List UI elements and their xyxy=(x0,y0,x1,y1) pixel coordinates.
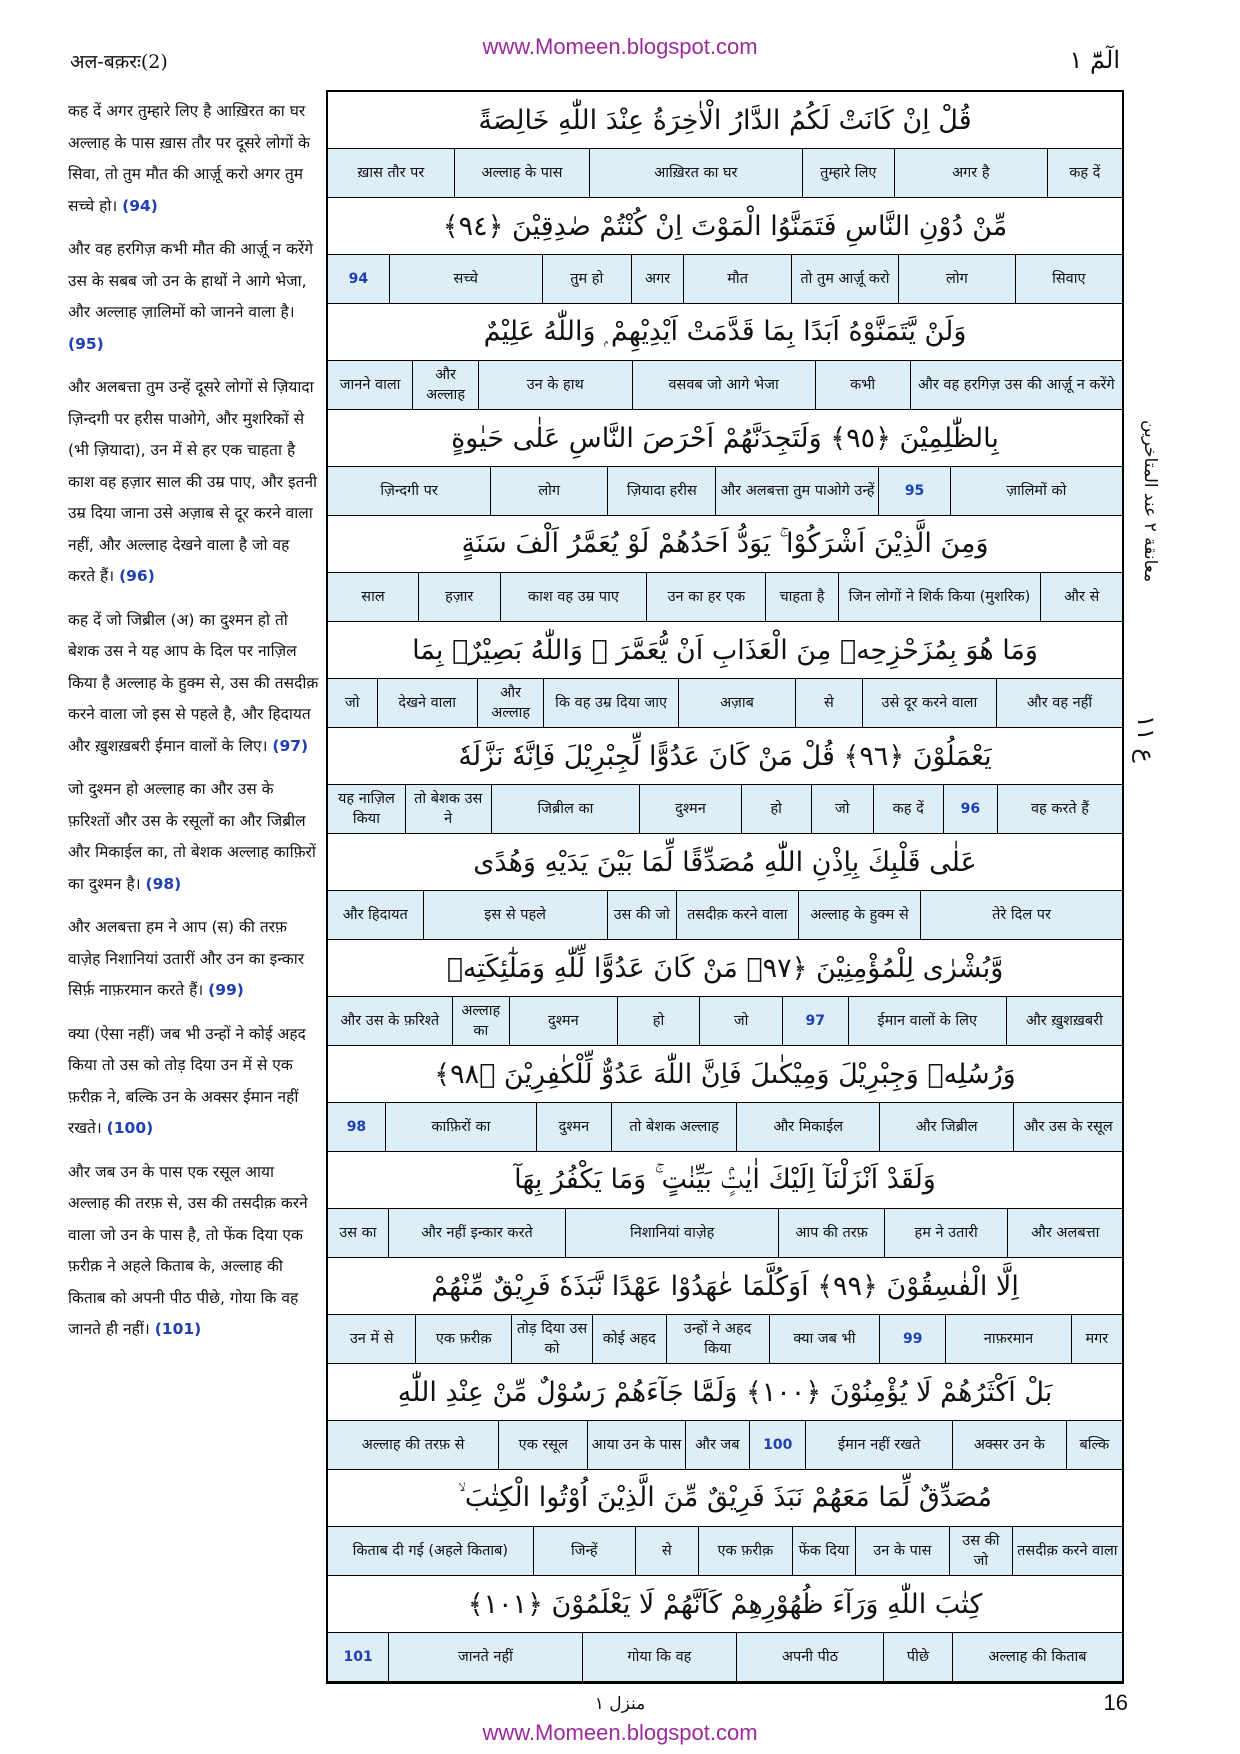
word-meaning-cell: अल्लाह के पास xyxy=(454,149,589,197)
word-meaning-cell: लोग xyxy=(898,255,1014,303)
verse-number-cell: 101 xyxy=(343,1649,373,1665)
translation-paragraph xyxy=(68,96,320,222)
verse-block xyxy=(328,940,1122,1046)
verse-block xyxy=(328,1152,1122,1258)
word-meaning-cell: हो xyxy=(617,997,700,1045)
word-meanings-row xyxy=(328,1632,1122,1682)
word-meaning-cell: ख़ास तौर पर xyxy=(357,165,425,181)
verse-number-cell: 94 xyxy=(348,271,369,287)
word-meaning-cell: जानते नहीं xyxy=(388,1633,581,1681)
side-note-mu-anaqah: معانقة ٢ عند المتاخرين xyxy=(1140,420,1160,583)
verse-block xyxy=(328,622,1122,728)
word-meaning-cell: सच्चे xyxy=(389,255,542,303)
translation-paragraph xyxy=(68,605,320,763)
word-meanings-row xyxy=(328,148,1122,198)
verse-number: (100) xyxy=(106,1119,154,1137)
word-meaning-cell: कह दें xyxy=(1047,149,1122,197)
word-meaning-cell: लोग xyxy=(490,467,607,515)
arabic-line: وَرُسُلِهٖ وَجِبْرِيْلَ وَمِيْكٰىلَ فَاِنَّ اللّٰهَ عَدُوٌّ لِّلْكٰفِرِيْنَ ﴿٩٨﴾ xyxy=(434,1058,1016,1090)
word-meanings-row xyxy=(328,1526,1122,1576)
word-meaning-cell: ईमान नहीं रखते xyxy=(805,1421,952,1469)
arabic-line: اِلَّا الْفٰسِقُوْنَ ﴿٩٩﴾ اَوَكُلَّمَا عٰهَدُوْا عَهْدًا نَّبَذَهٗ فَرِيْقٌ مِّنْهُمْ xyxy=(431,1270,1019,1302)
word-meaning-cell: और जिब्रील xyxy=(879,1103,1013,1151)
word-meaning-cell: एक रसूल xyxy=(498,1421,587,1469)
word-meaning-cell: दुश्मन xyxy=(536,1103,611,1151)
hindi-translation-column xyxy=(68,96,320,1358)
word-meaning-cell: अल्लाह की किताब xyxy=(952,1633,1122,1681)
verse-number: (97) xyxy=(272,736,309,755)
verse-number: (99) xyxy=(208,981,244,999)
translation-text: और अलबत्ता हम ने आप (स) की तरफ़ वाज़ेह निशानियां उतारीं और उन का इन्कार सिर्फ़ नाफ़रमान करते हैं। xyxy=(68,918,305,999)
word-meanings-row xyxy=(328,1102,1122,1152)
verse-number: (94) xyxy=(122,196,158,215)
word-meaning-cell: तो तुम आर्ज़ू करो xyxy=(791,255,898,303)
word-meanings-row xyxy=(328,1314,1122,1364)
word-meaning-cell: तो बेशक उस ने xyxy=(405,785,491,833)
word-meaning-cell: हो xyxy=(741,785,811,833)
verse-number: (95) xyxy=(68,334,104,353)
arabic-line: وَّبُشْرٰى لِلْمُؤْمِنِيْنَ ﴿٩٧﴾ مَنْ كَانَ عَدُوًّا لِّلّٰهِ وَمَلٰٓئِكَتِهٖ xyxy=(446,952,1004,984)
word-meaning-cell: से xyxy=(635,1527,698,1575)
word-by-word-table xyxy=(326,90,1124,1684)
word-meaning-cell: उस की जो xyxy=(949,1527,1012,1575)
word-meaning-cell: मगर xyxy=(1071,1315,1122,1363)
site-url-bottom[interactable]: www.Momeen.blogspot.com xyxy=(482,1720,758,1745)
word-meaning-cell: उस की जो xyxy=(607,891,676,939)
verse-number: (101) xyxy=(154,1320,202,1338)
verse-block xyxy=(328,304,1122,410)
word-meaning-cell: और से xyxy=(1040,573,1122,621)
word-meaning-cell: अपनी पीठ xyxy=(736,1633,883,1681)
word-meaning-cell: तो बेशक अल्लाह xyxy=(611,1103,737,1151)
word-meaning-cell: इस से पहले xyxy=(423,891,607,939)
arabic-line: مِّنْ دُوْنِ النَّاسِ فَتَمَنَّوُا الْمَوْتَ اِنْ كُنْتُمْ صٰدِقِيْنَ ﴿٩٤﴾ xyxy=(442,210,1008,242)
arabic-line: مُصَدِّقٌ لِّمَا مَعَهُمْ نَبَذَ فَرِيْقٌ مِّنَ الَّذِيْنَ اُوْتُوا الْكِتٰبَ ۙ xyxy=(458,1482,992,1513)
arabic-line: يَعْمَلُوْنَ ﴿٩٦﴾ قُلْ مَنْ كَانَ عَدُوًّا لِّجِبْرِيْلَ فَاِنَّهٗ نَزَّلَهٗ xyxy=(458,740,992,772)
verse-block xyxy=(328,1576,1122,1682)
translation-text: क्या (ऐसा नहीं) जब भी उन्हों ने कोई अहद किया तो उस को तोड़ दिया उन में से एक फ़रीक़ ने, बल्कि उन के अक्सर ईमान नहीं रखते। xyxy=(68,1024,306,1137)
arabic-line: كِتٰبَ اللّٰهِ وَرَآءَ ظُهُوْرِهِمْ كَاَنَّهُمْ لَا يَعْلَمُوْنَ ﴿١٠١﴾ xyxy=(467,1588,983,1620)
word-meaning-cell: अगर है xyxy=(894,149,1046,197)
verse-block xyxy=(328,1364,1122,1470)
word-meaning-cell: कह दें xyxy=(873,785,943,833)
word-meaning-cell: तेरे दिल पर xyxy=(920,891,1122,939)
translation-text: और वह हरगिज़ कभी मौत की आर्ज़ू न करेंगे उस के सबब जो उन के हाथों ने आगे भेजा, और अल्लाह ज़ालिमों को जानने वाला है। xyxy=(68,240,314,321)
word-meaning-cell: आया उन के पास xyxy=(587,1421,684,1469)
translation-paragraph xyxy=(68,372,320,593)
word-meaning-cell: काफ़िरों का xyxy=(385,1103,536,1151)
page-number: 16 xyxy=(1103,1690,1128,1715)
word-meaning-cell: काश वह उम्र पाए xyxy=(500,573,647,621)
verse-block xyxy=(328,1470,1122,1576)
word-meaning-cell: कोई अहद xyxy=(592,1315,666,1363)
word-meaning-cell: एक फ़रीक़ xyxy=(415,1315,511,1363)
word-meaning-cell: कभी xyxy=(815,361,910,409)
verse-number-cell: 96 xyxy=(943,785,997,833)
word-meaning-cell: जो xyxy=(811,785,873,833)
verse-block xyxy=(328,516,1122,622)
word-meaning-cell: और मिकाईल xyxy=(736,1103,879,1151)
translation-paragraph xyxy=(68,1019,320,1145)
word-meaning-cell: उस का xyxy=(339,1225,377,1241)
word-meaning-cell: और अल्लाह xyxy=(412,361,478,409)
word-meaning-cell: उन के पास xyxy=(855,1527,949,1575)
site-url-top[interactable]: www.Momeen.blogspot.com xyxy=(482,34,758,59)
manzil-label: منزل ١ xyxy=(594,1694,646,1714)
word-meaning-cell: किताब दी गई (अहले किताब) xyxy=(352,1543,509,1559)
word-meaning-cell: उसे दूर करने वाला xyxy=(862,679,996,727)
translation-paragraph xyxy=(68,774,320,900)
word-meaning-cell: सिवाए xyxy=(1015,255,1122,303)
word-meaning-cell: वसवब जो आगे भेजा xyxy=(632,361,815,409)
translation-text: और अलबत्ता तुम उन्हें दूसरे लोगों से ज़ियादा ज़िन्दगी पर हरीस पाओगे, और मुशरिकों से (भी ज़ियादा), उन में से हर एक चाहता है काश वह हज़ार साल की उम्र पाए, और इतनी उम्र दिया जाना उसे अज़ाब से दूर करने वाला नहीं, और अल्लाह देखने वाला है जो वह करते हैं। xyxy=(68,378,318,585)
translation-text: कह दें जो जिब्रील (अ) का दुश्मन हो तो बेशक उस ने यह आप के दिल पर नाज़िल किया है अल्लाह के हुक्म से, उस की तसदीक़ करने वाला जो इस से पहले है, और हिदायत और ख़ुशख़बरी ईमान वालों के लिए। xyxy=(68,610,319,755)
verse-number-cell: 95 xyxy=(878,467,949,515)
word-meaning-cell: से xyxy=(795,679,861,727)
word-meaning-cell: ईमान वालों के लिए xyxy=(848,997,1006,1045)
word-meaning-cell: दुश्मन xyxy=(639,785,740,833)
word-meaning-cell: दुश्मन xyxy=(509,997,617,1045)
word-meaning-cell: वह करते हैं xyxy=(997,785,1122,833)
word-meaning-cell: अल्लाह का xyxy=(452,997,509,1045)
verse-block xyxy=(328,1258,1122,1364)
word-meanings-row xyxy=(328,784,1122,834)
word-meaning-cell: तसदीक़ करने वाला xyxy=(1012,1527,1122,1575)
verse-number: (96) xyxy=(119,567,155,585)
verse-number-cell: 98 xyxy=(346,1119,367,1135)
word-meaning-cell: जो xyxy=(345,695,360,711)
word-meaning-cell: तुम्हारे लिए xyxy=(802,149,895,197)
word-meaning-cell: तोड़ दिया उस को xyxy=(511,1315,592,1363)
word-meaning-cell: अल्लाह के हुक्म से xyxy=(798,891,920,939)
word-meaning-cell: ज़िन्दगी पर xyxy=(380,483,438,499)
word-meaning-cell: बल्कि xyxy=(1066,1421,1122,1469)
verse-block xyxy=(328,198,1122,304)
word-meanings-row xyxy=(328,572,1122,622)
word-meaning-cell: यह नाज़िल किया xyxy=(338,791,395,827)
word-meaning-cell: नाफ़रमान xyxy=(945,1315,1070,1363)
word-meaning-cell: जिन लोगों ने शिर्क किया (मुशरिक) xyxy=(838,573,1041,621)
arabic-line: عَلٰى قَلْبِكَ بِاِذْنِ اللّٰهِ مُصَدِّقًا لِّمَا بَيْنَ يَدَيْهِ وَهُدًى xyxy=(473,846,977,878)
translation-paragraph xyxy=(68,1157,320,1346)
word-meaning-cell: अगर xyxy=(631,255,684,303)
word-meaning-cell: उन के हाथ xyxy=(478,361,632,409)
word-meanings-row xyxy=(328,360,1122,410)
word-meaning-cell: और ख़ुशख़बरी xyxy=(1006,997,1122,1045)
verse-block xyxy=(328,92,1122,198)
arabic-line: بِالظّٰلِمِيْنَ ﴿٩٥﴾ وَلَتَجِدَنَّهُمْ اَحْرَصَ النَّاسِ عَلٰى حَيٰوةٍ xyxy=(451,422,999,454)
arabic-line: بَلْ اَكْثَرُهُمْ لَا يُؤْمِنُوْنَ ﴿١٠٠﴾ وَلَمَّا جَآءَهُمْ رَسُوْلٌ مِّنْ عِنْدِ اللّٰهِ xyxy=(397,1376,1053,1408)
word-meaning-cell: जिब्रील का xyxy=(491,785,640,833)
word-meaning-cell: और उस के रसूल xyxy=(1013,1103,1122,1151)
translation-text: कह दें अगर तुम्हारे लिए है आख़िरत का घर अल्लाह के पास ख़ास तौर पर दूसरे लोगों के सिवा, तो तुम मौत की आर्ज़ू करो अगर तुम सच्चे हो। xyxy=(68,102,310,215)
word-meaning-cell: और जब xyxy=(685,1421,749,1469)
translation-text: जो दुश्मन हो अल्लाह का और उस के फ़रिश्तों और उस के रसूलों का और जिब्रील और मिकाईल का, तो बेशक अल्लाह काफ़िरों का दुश्मन है। xyxy=(68,780,316,893)
verse-block xyxy=(328,410,1122,516)
word-meaning-cell: ज़ियादा हरीस xyxy=(607,467,715,515)
verse-number-cell: 97 xyxy=(782,997,848,1045)
word-meaning-cell: कि वह उम्र दिया जाए xyxy=(543,679,677,727)
word-meaning-cell: देखने वाला xyxy=(377,679,477,727)
word-meaning-cell: और अलबत्ता तुम पाओगे उन्हें xyxy=(715,467,878,515)
word-meaning-cell: क्या जब भी xyxy=(769,1315,880,1363)
word-meaning-cell: तसदीक़ करने वाला xyxy=(676,891,798,939)
word-meaning-cell: और वह हरगिज़ उस की आर्ज़ू न करेंगे xyxy=(910,361,1122,409)
word-meaning-cell: अक्सर उन के xyxy=(952,1421,1066,1469)
arabic-line: وَمَا هُوَ بِمُزَحْزِحِهٖ مِنَ الْعَذَابِ اَنْ يُّعَمَّرَ ۭ وَاللّٰهُ بَصِيْرٌۢ بِمَا xyxy=(412,634,1038,666)
verse-number-cell: 99 xyxy=(879,1315,945,1363)
juz-label: الٓمّٓ ١ xyxy=(1069,46,1120,74)
word-meaning-cell: अज़ाब xyxy=(678,679,795,727)
arabic-line: وَلَنْ يَّتَمَنَّوْهُ اَبَدًا بِمَا قَدَّمَتْ اَيْدِيْهِمْ ۭ وَاللّٰهُ عَلِيْمٌ xyxy=(483,316,967,347)
word-meaning-cell: आप की तरफ़ xyxy=(778,1209,884,1257)
surah-name: अल-बक़रः(2) xyxy=(70,51,168,73)
arabic-line: قُلْ اِنْ كَانَتْ لَكُمُ الدَّارُ الْاٰخِرَةُ عِنْدَ اللّٰهِ خَالِصَةً xyxy=(478,104,972,136)
word-meanings-row xyxy=(328,466,1122,516)
word-meaning-cell: एक फ़रीक़ xyxy=(698,1527,792,1575)
word-meaning-cell: निशानियां वाज़ेह xyxy=(565,1209,778,1257)
translation-paragraph xyxy=(68,912,320,1007)
word-meaning-cell: तुम हो xyxy=(542,255,631,303)
arabic-line: وَمِنَ الَّذِيْنَ اَشْرَكُوْا ۚ يَوَدُّ اَحَدُهُمْ لَوْ يُعَمَّرُ اَلْفَ سَنَةٍ xyxy=(461,528,989,559)
word-meaning-cell: जिन्हें xyxy=(533,1527,635,1575)
word-meanings-row xyxy=(328,996,1122,1046)
word-meaning-cell: गोया कि वह xyxy=(582,1633,737,1681)
verse-number-cell: 100 xyxy=(749,1421,805,1469)
verse-block xyxy=(328,1046,1122,1152)
word-meanings-row xyxy=(328,890,1122,940)
word-meaning-cell: जो xyxy=(699,997,782,1045)
word-meaning-cell: और उस के फ़रिश्ते xyxy=(340,1013,440,1029)
word-meaning-cell: और अलबत्ता xyxy=(1007,1209,1122,1257)
translation-text: और जब उन के पास एक रसूल आया अल्लाह की तरफ़ से, उस की तसदीक़ करने वाला जो उन के पास है, तो फेंक दिया एक फ़रीक़ ने अहले किताब के, अल्लाह की किताब को अपनी पीठ पीछे, गोया कि वह जानते ही नहीं। xyxy=(68,1162,308,1338)
word-meanings-row xyxy=(328,678,1122,728)
word-meaning-cell: उन का हर एक xyxy=(646,573,765,621)
arabic-line: وَلَقَدْ اَنْزَلْنَآ اِلَيْكَ اٰيٰتٍۢ بَيِّنٰتٍ ۚ وَمَا يَكْفُرُ بِهَآ xyxy=(514,1164,936,1195)
word-meaning-cell: चाहता है xyxy=(765,573,837,621)
side-note-ruku: ع ١١ xyxy=(1132,715,1160,763)
word-meaning-cell: आख़िरत का घर xyxy=(589,149,801,197)
word-meaning-cell: और अल्लाह xyxy=(477,679,543,727)
word-meaning-cell: फेंक दिया xyxy=(792,1527,855,1575)
word-meaning-cell: ज़ालिमों को xyxy=(950,467,1122,515)
word-meaning-cell: और वह नहीं xyxy=(996,679,1122,727)
word-meaning-cell: मौत xyxy=(683,255,790,303)
verse-number: (98) xyxy=(145,874,182,893)
word-meaning-cell: जानने वाला xyxy=(339,377,401,393)
word-meaning-cell: पीछे xyxy=(883,1633,952,1681)
word-meaning-cell: उन में से xyxy=(349,1331,394,1347)
translation-paragraph xyxy=(68,234,320,360)
word-meaning-cell: हम ने उतारी xyxy=(884,1209,1008,1257)
word-meaning-cell: अल्लाह की तरफ़ से xyxy=(361,1437,465,1453)
word-meaning-cell: और हिदायत xyxy=(342,907,408,923)
word-meaning-cell: साल xyxy=(361,589,385,605)
word-meanings-row xyxy=(328,254,1122,304)
word-meaning-cell: और नहीं इन्कार करते xyxy=(388,1209,565,1257)
word-meaning-cell: हज़ार xyxy=(418,573,500,621)
word-meaning-cell: उन्हों ने अहद किया xyxy=(666,1315,769,1363)
word-meanings-row xyxy=(328,1208,1122,1258)
verse-block xyxy=(328,834,1122,940)
verse-block xyxy=(328,728,1122,834)
word-meanings-row xyxy=(328,1420,1122,1470)
